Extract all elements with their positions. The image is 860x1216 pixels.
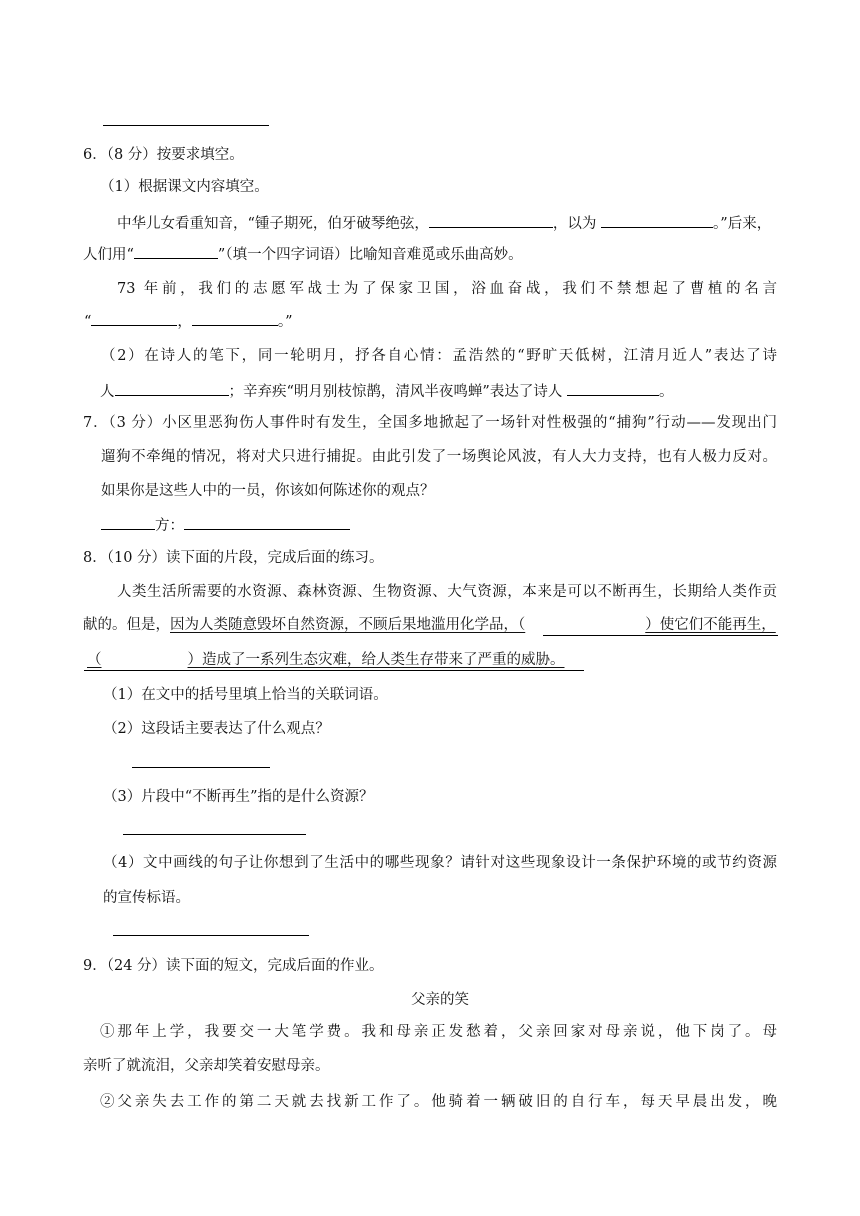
fill-blank[interactable] [184,514,350,530]
q6-part2-line2 [100,380,673,402]
q8-sub1: （1）在文中的括号里填上恰当的关联词语。 [103,687,388,703]
text-segment: “ [84,314,92,330]
q7-line2: 遛狗不牵绳的情况，将对犬只进行捕捉。由此引发了一场舆论风波，有人大力支持，也有人极力反对。 [101,449,777,465]
q6-part1-label: （1）根据课文内容填空。 [100,179,269,195]
fill-blank[interactable] [101,514,155,530]
q8-sub3: （3）片段中“不断再生”指的是什么资源？ [103,789,374,805]
q9-para2-line1: ②父亲失去工作的第二天就去找新工作了。他骑着一辆破旧的自行车，每天早晨出发，晚 [100,1094,777,1110]
underline-segment [543,635,778,636]
fill-blank[interactable] [91,310,177,326]
answer-line[interactable] [132,767,270,768]
answer-label: 方： [155,518,184,534]
q8-sub4-line2: 的宣传标语。 [103,890,190,906]
question-6-heading: 6．（8 分）按要求填空。 [83,147,244,163]
text-segment: 人 [100,384,115,400]
fill-blank[interactable] [134,243,218,259]
q7-line1: 7．（3 分）小区里恶狗伤人事件时有发生，全国多地掀起了一场针对性极强的“捕狗”行动——发现出门 [83,415,777,431]
q8-sub4-line1: （4）文中画线的句子让你想到了生活中的哪些现象？请针对这些现象设计一条保护环境的或节约资源 [103,855,777,871]
text-segment: ）造成了一系列生态灾难，给人类生存带来了严重的威胁。 [187,652,565,668]
answer-line[interactable] [113,935,309,936]
text-segment: 。”后来， [713,216,772,232]
fill-blank[interactable] [115,380,229,396]
q6-part2-line1: （2）在诗人的笔下，同一轮明月，抒各自心情：孟浩然的“野旷天低树，江清月近人”表达了诗 [101,348,777,364]
question-8-heading: 8．（10 分）读下面的片段，完成后面的练习。 [83,550,384,566]
q6-part1-line2 [83,243,523,265]
text-segment: 献的。但是， [83,617,170,633]
underlined-sentence [87,652,565,668]
q8-passage-line3 [87,650,565,670]
fill-blank[interactable] [192,310,278,326]
question-9-heading: 9．（24 分）读下面的短文，完成后面的作业。 [83,958,384,974]
q7-line3: 如果你是这些人中的一员，你该如何陈述你的观点？ [101,483,435,499]
text-segment: ”（填一个四字词语）比喻知音难觅或乐曲高妙。 [217,247,523,263]
answer-line[interactable] [103,125,269,126]
text-segment: 。” [277,314,293,330]
answer-line[interactable] [123,834,306,835]
fill-blank[interactable] [429,212,553,228]
underline-segment [84,670,584,671]
q6-part1-line1 [117,212,771,234]
text-segment: ， [177,314,192,330]
fill-blank[interactable] [601,212,713,228]
underlined-sentence [170,617,776,633]
passage-title: 父亲的笑 [411,992,469,1008]
q6-part1-line3: 73 年前，我们的志愿军战士为了保家卫国，浴血奋战，我们不禁想起了曹植的名言 [117,281,777,297]
text-segment: 人们用“ [83,247,134,263]
q8-sub2: （2）这段话主要表达了什么观点？ [103,721,330,737]
text-segment: （ [87,652,102,668]
text-segment: 中华儿女看重知音，“锺子期死，伯牙破琴绝弦， [117,216,429,232]
q8-passage-line1: 人类生活所需要的水资源、森林资源、生物资源、大气资源，本来是可以不断再生，长期给人类作贡 [117,584,777,600]
q8-passage-line2 [83,615,776,635]
q7-answer-line [101,514,350,536]
q9-para1-line2: 亲听了就流泪，父亲却笑着安慰母亲。 [83,1058,330,1074]
text-segment: ）使它们不能再生， [645,617,776,633]
text-segment: ，以为 [552,216,597,232]
text-segment: 。 [658,384,674,400]
text-segment: ；辛弃疾“明月别枝惊鹊，清风半夜鸣蝉”表达了诗人 [228,384,563,400]
text-segment: 因为人类随意毁坏自然资源，不顾后果地滥用化学品，（ [170,617,526,633]
q9-para1-line1: ①那年上学，我要交一大笔学费。我和母亲正发愁着，父亲回家对母亲说，他下岗了。母 [100,1024,777,1040]
q6-part1-line4 [84,310,293,332]
fill-blank[interactable] [567,380,659,396]
